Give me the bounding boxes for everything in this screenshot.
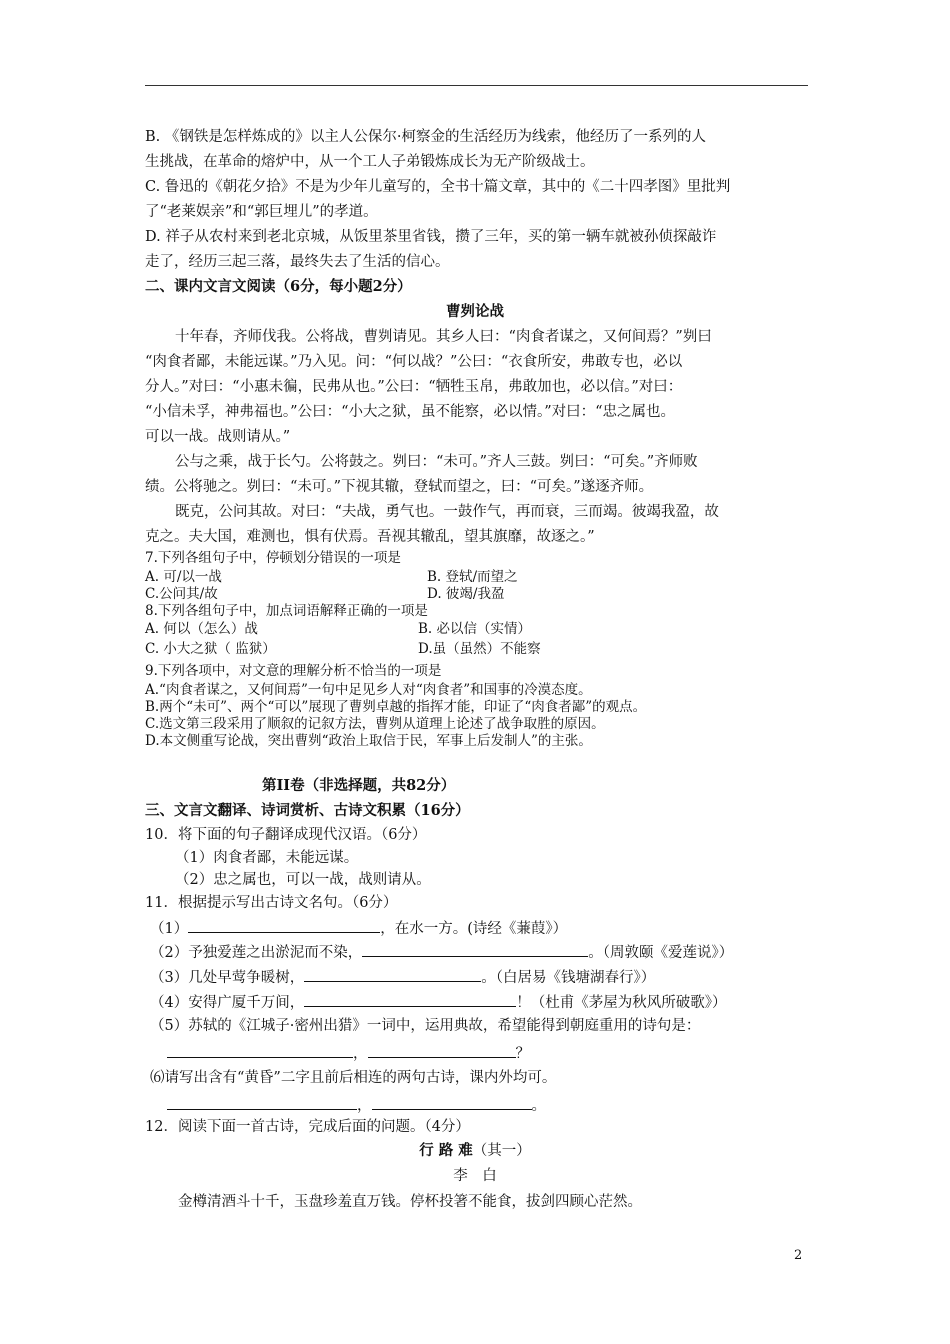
part2-title: 第II卷（非选择题，共82分） xyxy=(262,777,456,794)
q11-item-4: （4）安得广厦千万间， ！（杜甫《茅屋为秋风所破歌》） xyxy=(150,992,726,1012)
q9-option-d: D.本文侧重写论战，突出曹刿“政治上取信于民，军事上后发制人”的主张。 xyxy=(145,733,592,749)
poem-author: 李 白 xyxy=(453,1168,497,1184)
section2-heading: 二、课内文言文阅读（6分，每小题2分） xyxy=(145,278,412,295)
header-rule xyxy=(145,85,808,86)
q9-stem: 9.下列各项中，对文意的理解分析不恰当的一项是 xyxy=(145,663,442,679)
q11-item-5-blanks: ， ？ xyxy=(167,1043,530,1063)
q11-item-6-blanks: ， 。 xyxy=(167,1095,546,1115)
poem-line-1: 金樽清酒斗十千，玉盘珍羞直万钱。停杯投箸不能食，拔剑四顾心茫然。 xyxy=(178,1194,642,1210)
option-b-line1: B. 《钢铁是怎样炼成的》以主人公保尔·柯察金的生活经历为线索，他经历了一系列的人 xyxy=(145,129,706,145)
passage-line: 绩。公将驰之。刿曰：“未可。”下视其辙，登轼而望之，曰：“可矣。”遂逐齐师。 xyxy=(145,479,654,495)
passage-line: 既克，公问其故。对曰：“夫战，勇气也。一鼓作气，再而衰，三而竭。彼竭我盈，故 xyxy=(175,504,719,520)
passage-line: 公与之乘，战于长勺。公将鼓之。刿曰：“未可。”齐人三鼓。刿曰：“可矣。”齐师败 xyxy=(175,454,698,470)
q8-option-d: D.虽（虽然）不能察 xyxy=(418,641,541,657)
poem-subtitle: （其一） xyxy=(472,1143,531,1159)
passage-line: 分人。”对曰：“小惠未徧，民弗从也。”公曰：“牺牲玉帛，弗敢加也，必以信。”对曰： xyxy=(145,379,683,395)
blank-line[interactable] xyxy=(167,1095,357,1110)
q8-option-b: B. 必以信（实情） xyxy=(418,621,532,637)
option-d-line2: 走了，经历三起三落，最终失去了生活的信心。 xyxy=(145,254,450,270)
q8-option-c: C. 小大之狱（ 监狱） xyxy=(145,641,276,657)
q10-sentence-2: （2）忠之属也，可以一战，战则请从。 xyxy=(175,872,431,888)
q8-option-a: A. 何以（怎么）战 xyxy=(145,621,258,637)
q9-option-c: C.选文第三段采用了顺叙的记叙方法，曹刿从道理上论述了战争取胜的原因。 xyxy=(145,716,605,732)
option-d-line1: D. 祥子从农村来到老北京城，从饭里茶里省钱，攒了三年，买的第一辆车就被孙侦探敲诈 xyxy=(145,229,717,245)
option-b-line2: 生挑战，在革命的熔炉中，从一个工人子弟锻炼成长为无产阶级战士。 xyxy=(145,154,595,170)
q8-stem: 8.下列各组句子中，加点词语解释正确的一项是 xyxy=(145,603,428,619)
q7-option-d: D. 彼竭/我盈 xyxy=(427,586,505,602)
option-c-line1: C. 鲁迅的《朝花夕拾》不是为少年儿童写的，全书十篇文章，其中的《二十四孝图》里批判 xyxy=(145,179,731,195)
q11-item-6: ⑹请写出含有“黄昏”二字且前后相连的两句古诗，课内外均可。 xyxy=(150,1070,557,1086)
poem-title: 行 路 难 xyxy=(419,1142,473,1159)
blank-line[interactable] xyxy=(372,1095,532,1110)
q11-item-3: （3）几处早莺争暖树， 。（白居易《钱塘湖春行》） xyxy=(150,967,655,987)
q9-option-a: A.“肉食者谋之，又何间焉”一句中足见乡人对“肉食者”和国事的冷漠态度。 xyxy=(145,682,592,698)
option-c-line2: 了“老莱娱亲”和“郭巨埋儿”的孝道。 xyxy=(145,204,378,220)
q10-sentence-1: （1）肉食者鄙，未能远谋。 xyxy=(175,850,359,866)
passage-line: 十年春，齐师伐我。公将战，曹刿请见。其乡人曰：“肉食者谋之，又何间焉？”刿曰 xyxy=(175,329,712,345)
blank-line[interactable] xyxy=(304,992,516,1007)
q11-item-1: （1） ，在水一方。(诗经《蒹葭》） xyxy=(150,918,567,938)
blank-line[interactable] xyxy=(188,918,380,933)
page-number: 2 xyxy=(794,1248,803,1263)
passage-line: 可以一战。战则请从。” xyxy=(145,429,291,445)
section3-heading: 三、文言文翻译、诗词赏析、古诗文积累（16分） xyxy=(145,802,470,819)
blank-line[interactable] xyxy=(362,942,588,957)
q11-item-2: （2）予独爱莲之出淤泥而不染， 。（周敦颐《爱莲说》） xyxy=(150,942,733,962)
poem-title-line xyxy=(0,1142,950,1160)
q11-item-5: （5）苏轼的《江城子·密州出猎》一词中，运用典故，希望能得到朝庭重用的诗句是： xyxy=(150,1018,701,1034)
q11-stem: 11．根据提示写出古诗文名句。（6分） xyxy=(145,895,398,911)
blank-line[interactable] xyxy=(304,967,481,982)
blank-line[interactable] xyxy=(167,1043,353,1058)
passage-line: “肉食者鄙，未能远谋。”乃入见。问：“何以战？”公曰：“衣食所安，弗敢专也，必以 xyxy=(145,354,683,370)
q7-option-c: C.公问其/故 xyxy=(145,586,218,602)
q7-option-a: A. 可/以一战 xyxy=(145,569,222,585)
passage-title: 曹刿论战 xyxy=(446,303,504,320)
q12-stem: 12．阅读下面一首古诗，完成后面的问题。（4分） xyxy=(145,1119,470,1135)
passage-line: 克之。夫大国，难测也，惧有伏焉。吾视其辙乱，望其旗靡，故逐之。” xyxy=(145,529,595,545)
q10-stem: 10．将下面的句子翻译成现代汉语。（6分） xyxy=(145,827,427,843)
passage-line: “小信未孚，神弗福也。”公曰：“小大之狱，虽不能察，必以情。”对曰：“忠之属也。 xyxy=(145,404,676,420)
q7-stem: 7.下列各组句子中，停顿划分错误的一项是 xyxy=(145,550,401,566)
blank-line[interactable] xyxy=(368,1043,516,1058)
q7-option-b: B. 登轼/而望之 xyxy=(427,569,518,585)
q9-option-b: B.两个“未可”、两个“可以”展现了曹刿卓越的指挥才能，印证了“肉食者鄙”的观点。 xyxy=(145,699,647,715)
